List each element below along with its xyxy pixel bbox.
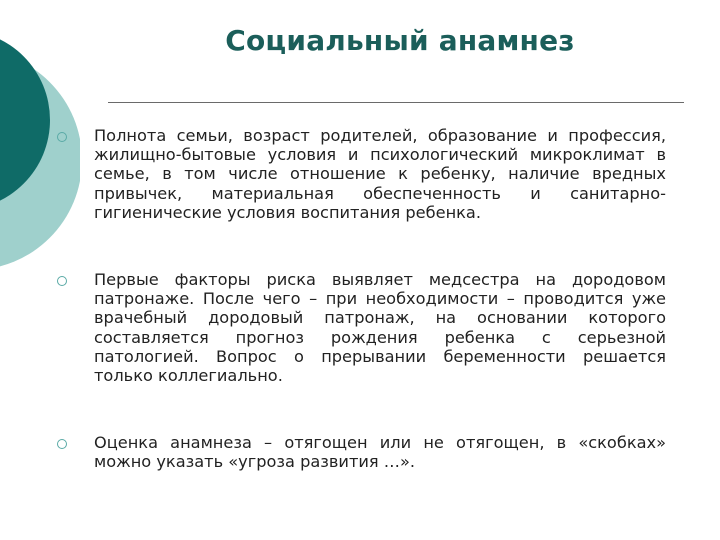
bullet-item-assessment: Оценка анамнеза – отягощен или не отягощен, в «скобках» можно указать «угроза развития …». [94,433,666,472]
bullet-circle-icon [57,276,67,286]
bullet-circle-icon [57,439,67,449]
bullet-item-family: Полнота семьи, возраст родителей, образование и профессия, жилищно-бытовые условия и психологический микроклимат в семье, в том числе отношение к ребенку, наличие вредных привычек, материальная обеспеченность и санитарно-гигиенические условия воспитания ребенка. [94,126,666,222]
slide-title: Социальный анамнез [225,24,575,57]
bullet-item-risk-factors: Первые факторы риска выявляет медсестра на дородовом патронаже. После чего – при необходимости – проводится уже врачебный дородовый патронаж, на основании которого составляется прогноз рождения ребенка с серьезной патологией. Вопрос о прерывании беременности решается только коллегиально. [94,270,666,386]
bullet-circle-icon [57,132,67,142]
